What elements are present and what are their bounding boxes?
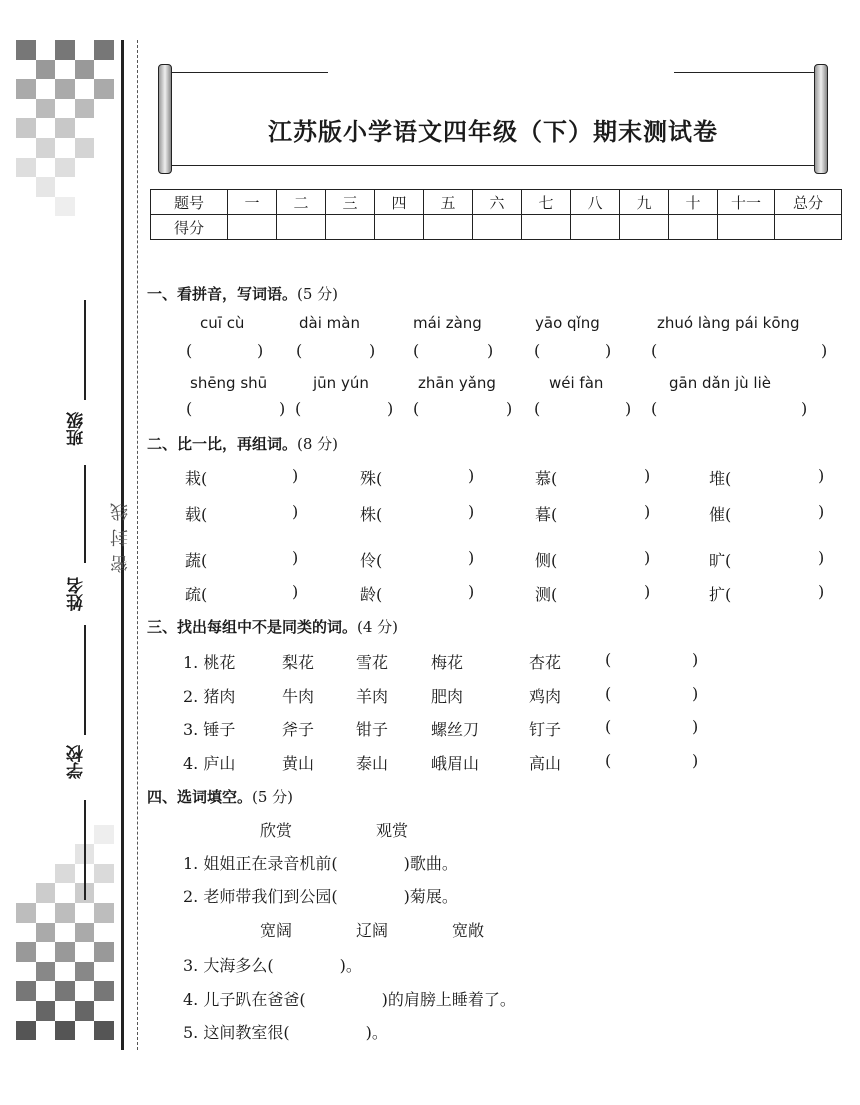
page-title: 江苏版小学语文四年级（下）期末测试卷 (268, 118, 718, 146)
score-header-cell: 题号 (151, 190, 228, 215)
score-header-cell: 一 (228, 190, 277, 215)
compare-char: 慕( (535, 469, 558, 488)
score-input-cell[interactable] (571, 215, 620, 240)
title-scroll (158, 64, 828, 172)
table-row (151, 215, 842, 240)
pinyin-text: wéi fàn (549, 374, 604, 392)
answer-paren-close: ) (487, 341, 494, 360)
answer-paren-close: ) (625, 399, 632, 418)
seal-line-text: 密封线 (110, 495, 131, 573)
answer-paren-close: ) (644, 548, 651, 567)
class-label: 班级 (67, 412, 87, 446)
answer-paren-close: ) (692, 717, 699, 736)
word-option: 梨花 (282, 653, 315, 672)
pinyin-text: mái zàng (413, 314, 482, 332)
pinyin-text: jūn yún (313, 374, 369, 392)
answer-paren-close: ) (818, 502, 825, 521)
fill-question-4: 4. 儿子趴在爸爸( )的肩膀上睡着了。 (183, 990, 516, 1009)
name-line-bottom (84, 625, 86, 735)
score-header-cell: 六 (473, 190, 522, 215)
word-option: 杏花 (529, 653, 562, 672)
compare-char: 旷( (709, 551, 732, 570)
compare-char: 催( (709, 505, 732, 524)
answer-paren-open: ( (651, 399, 658, 418)
score-header-cell: 二 (277, 190, 326, 215)
answer-paren-open: ( (186, 341, 193, 360)
word-option: 2. 猪肉 (183, 687, 236, 706)
compare-char: 殊( (360, 469, 383, 488)
answer-paren-close: ) (468, 502, 475, 521)
compare-char: 疏( (185, 585, 208, 604)
answer-paren-close: ) (468, 466, 475, 485)
answer-paren-close: ) (387, 399, 394, 418)
word-option: 羊肉 (356, 687, 389, 706)
score-label-cell: 得分 (151, 215, 228, 240)
school-line (84, 800, 86, 900)
compare-char: 株( (360, 505, 383, 524)
word-option: 泰山 (356, 754, 389, 773)
answer-paren-close: ) (279, 399, 286, 418)
compare-char: 载( (185, 505, 208, 524)
answer-paren-close: ) (644, 582, 651, 601)
answer-paren-close: ) (818, 548, 825, 567)
answer-paren-close: ) (692, 684, 699, 703)
pinyin-text: dài màn (299, 314, 360, 332)
word-option: 3. 锤子 (183, 720, 236, 739)
answer-paren-open: ( (605, 684, 612, 703)
pinyin-text: yāo qǐng (535, 314, 600, 332)
answer-paren-close: ) (818, 466, 825, 485)
compare-char: 龄( (360, 585, 383, 604)
score-input-cell[interactable] (375, 215, 424, 240)
school-label: 学校 (67, 745, 87, 779)
fill-question-3: 3. 大海多么( )。 (183, 956, 362, 975)
answer-paren-close: ) (292, 548, 299, 567)
score-table (150, 189, 842, 240)
answer-paren-close: ) (644, 502, 651, 521)
pinyin-text: shēng shū (190, 374, 268, 392)
score-input-cell[interactable] (620, 215, 669, 240)
section-4-heading: 四、选词填空。(5 分) (147, 788, 294, 806)
score-header-cell: 九 (620, 190, 669, 215)
answer-paren-open: ( (605, 717, 612, 736)
answer-paren-open: ( (413, 341, 420, 360)
answer-paren-close: ) (818, 582, 825, 601)
word-option: 雪花 (356, 653, 389, 672)
compare-char: 暮( (535, 505, 558, 524)
score-input-cell[interactable] (775, 215, 842, 240)
word-option: 钉子 (529, 720, 562, 739)
pinyin-text: zhuó làng pái kōng (657, 314, 800, 332)
answer-paren-close: ) (692, 650, 699, 669)
score-input-cell[interactable] (669, 215, 718, 240)
answer-paren-close: ) (605, 341, 612, 360)
answer-paren-close: ) (468, 548, 475, 567)
pinyin-text: zhān yǎng (418, 374, 496, 392)
word-option: 斧子 (282, 720, 315, 739)
answer-paren-open: ( (295, 399, 302, 418)
pinyin-text: cuī cù (200, 314, 245, 332)
word-option: 峨眉山 (431, 754, 480, 773)
word-option: 螺丝刀 (431, 720, 480, 739)
answer-paren-close: ) (369, 341, 376, 360)
answer-paren-open: ( (605, 650, 612, 669)
compare-char: 蔬( (185, 551, 208, 570)
name-label: 姓名 (67, 577, 87, 611)
answer-paren-open: ( (651, 341, 658, 360)
compare-char: 伶( (360, 551, 383, 570)
word-option: 梅花 (431, 653, 464, 672)
score-header-cell: 七 (522, 190, 571, 215)
name-line-top (84, 465, 86, 563)
score-header-cell: 十一 (718, 190, 775, 215)
word-choice: 宽敞 (452, 921, 485, 940)
decorative-checker-top (16, 40, 114, 275)
compare-char: 测( (535, 585, 558, 604)
score-header-cell: 五 (424, 190, 473, 215)
word-option: 黄山 (282, 754, 315, 773)
class-line (84, 300, 86, 400)
word-option: 钳子 (356, 720, 389, 739)
answer-paren-open: ( (605, 751, 612, 770)
word-choice: 宽阔 (260, 921, 293, 940)
section-1-heading: 一、看拼音，写词语。(5 分) (147, 285, 339, 303)
answer-paren-close: ) (821, 341, 828, 360)
score-header-cell: 总分 (775, 190, 842, 215)
score-input-cell[interactable] (522, 215, 571, 240)
word-option: 1. 桃花 (183, 653, 236, 672)
answer-paren-open: ( (534, 399, 541, 418)
score-input-cell[interactable] (424, 215, 473, 240)
compare-char: 侧( (535, 551, 558, 570)
answer-paren-close: ) (257, 341, 264, 360)
answer-paren-open: ( (186, 399, 193, 418)
score-header-cell: 十 (669, 190, 718, 215)
compare-char: 栽( (185, 469, 208, 488)
answer-paren-close: ) (506, 399, 513, 418)
answer-paren-open: ( (296, 341, 303, 360)
answer-paren-close: ) (468, 582, 475, 601)
score-header-cell: 四 (375, 190, 424, 215)
answer-paren-close: ) (292, 466, 299, 485)
word-option: 鸡肉 (529, 687, 562, 706)
answer-paren-close: ) (644, 466, 651, 485)
pinyin-text: gān dǎn jù liè (669, 374, 771, 392)
score-input-cell[interactable] (326, 215, 375, 240)
score-input-cell[interactable] (277, 215, 326, 240)
score-input-cell[interactable] (228, 215, 277, 240)
score-header-cell: 三 (326, 190, 375, 215)
compare-char: 堆( (709, 469, 732, 488)
section-3-heading: 三、找出每组中不是同类的词。(4 分) (147, 618, 399, 636)
answer-paren-close: ) (692, 751, 699, 770)
answer-paren-open: ( (413, 399, 420, 418)
word-option: 牛肉 (282, 687, 315, 706)
word-option: 4. 庐山 (183, 754, 236, 773)
answer-paren-open: ( (534, 341, 541, 360)
fill-question-2: 2. 老师带我们到公园( )菊展。 (183, 887, 458, 906)
answer-paren-close: ) (292, 582, 299, 601)
score-input-cell[interactable] (718, 215, 775, 240)
score-header-cell: 八 (571, 190, 620, 215)
word-option: 肥肉 (431, 687, 464, 706)
table-row (151, 190, 842, 215)
fill-question-5: 5. 这间教室很( )。 (183, 1023, 388, 1042)
decorative-checker-bottom (16, 805, 114, 1040)
word-choice: 欣赏 (260, 821, 293, 840)
margin-dashed-line (137, 40, 138, 1050)
fill-question-1: 1. 姐姐正在录音机前( )歌曲。 (183, 854, 458, 873)
answer-paren-close: ) (292, 502, 299, 521)
answer-paren-close: ) (801, 399, 808, 418)
word-option: 高山 (529, 754, 562, 773)
section-2-heading: 二、比一比，再组词。(8 分) (147, 435, 339, 453)
compare-char: 扩( (709, 585, 732, 604)
word-choice: 辽阔 (356, 921, 389, 940)
score-input-cell[interactable] (473, 215, 522, 240)
word-choice: 观赏 (376, 821, 409, 840)
